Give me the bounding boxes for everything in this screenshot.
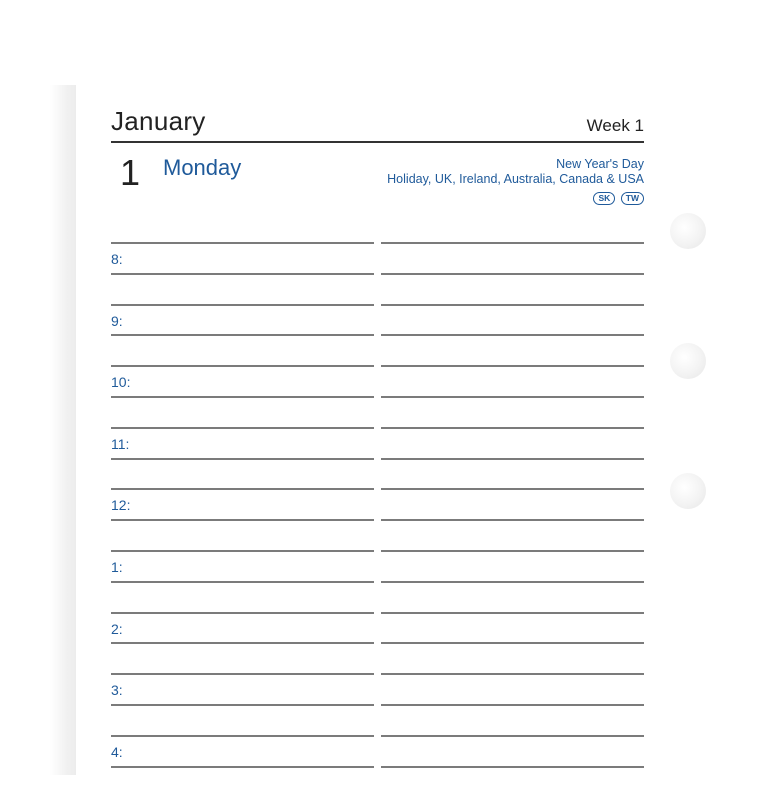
month-title: January [111,106,206,136]
badge-sk: SK [593,192,615,205]
ruled-line [381,488,644,490]
ruled-line [381,242,644,244]
ruled-line [111,242,374,244]
week-label: Week 1 [586,116,644,135]
ruled-line [381,550,644,552]
hour-label: 1: [111,559,123,575]
ruled-line [111,766,374,768]
hour-label: 8: [111,251,123,267]
ruled-line [111,273,374,275]
ruled-line [381,365,644,367]
ruled-line [381,704,644,706]
ruled-line [111,488,374,490]
holiday-note [387,157,644,205]
ruled-line [381,766,644,768]
hour-label: 9: [111,313,123,329]
ruled-line [381,612,644,614]
ruled-line [111,612,374,614]
ruled-line [381,458,644,460]
ruled-line [111,519,374,521]
hour-label: 10: [111,374,131,390]
ruled-line [381,334,644,336]
holiday-title: New Year's Day [556,157,644,171]
ruled-line [111,334,374,336]
ruled-line [111,673,374,675]
punch-hole-icon [670,213,706,249]
ruled-line [111,458,374,460]
punch-hole-icon [670,343,706,379]
hour-label: 11: [111,436,130,452]
ruled-line [111,581,374,583]
ruled-line [381,396,644,398]
ruled-line [111,642,374,644]
ruled-line [111,550,374,552]
ruled-line [111,365,374,367]
punch-hole-icon [670,473,706,509]
ruled-line [381,304,644,306]
day-number: 1 [120,152,141,193]
ruled-line [111,704,374,706]
ruled-line [381,427,644,429]
ruled-line [111,304,374,306]
ruled-line [381,642,644,644]
hour-label: 12: [111,497,131,513]
page-edge-shadow [50,85,78,775]
hour-label: 4: [111,744,123,760]
ruled-line [381,735,644,737]
badge-tw: TW [621,192,644,205]
hour-label: 3: [111,682,123,698]
day-name: Monday [163,155,242,180]
ruled-line [111,427,374,429]
hour-label: 2: [111,621,123,637]
header-divider [111,141,644,143]
ruled-line [381,519,644,521]
holiday-badges [387,190,644,205]
ruled-line [381,581,644,583]
ruled-line [111,396,374,398]
holiday-detail: Holiday, UK, Ireland, Australia, Canada & USA [387,172,644,186]
ruled-line [111,735,374,737]
ruled-line [381,673,644,675]
ruled-line [381,273,644,275]
